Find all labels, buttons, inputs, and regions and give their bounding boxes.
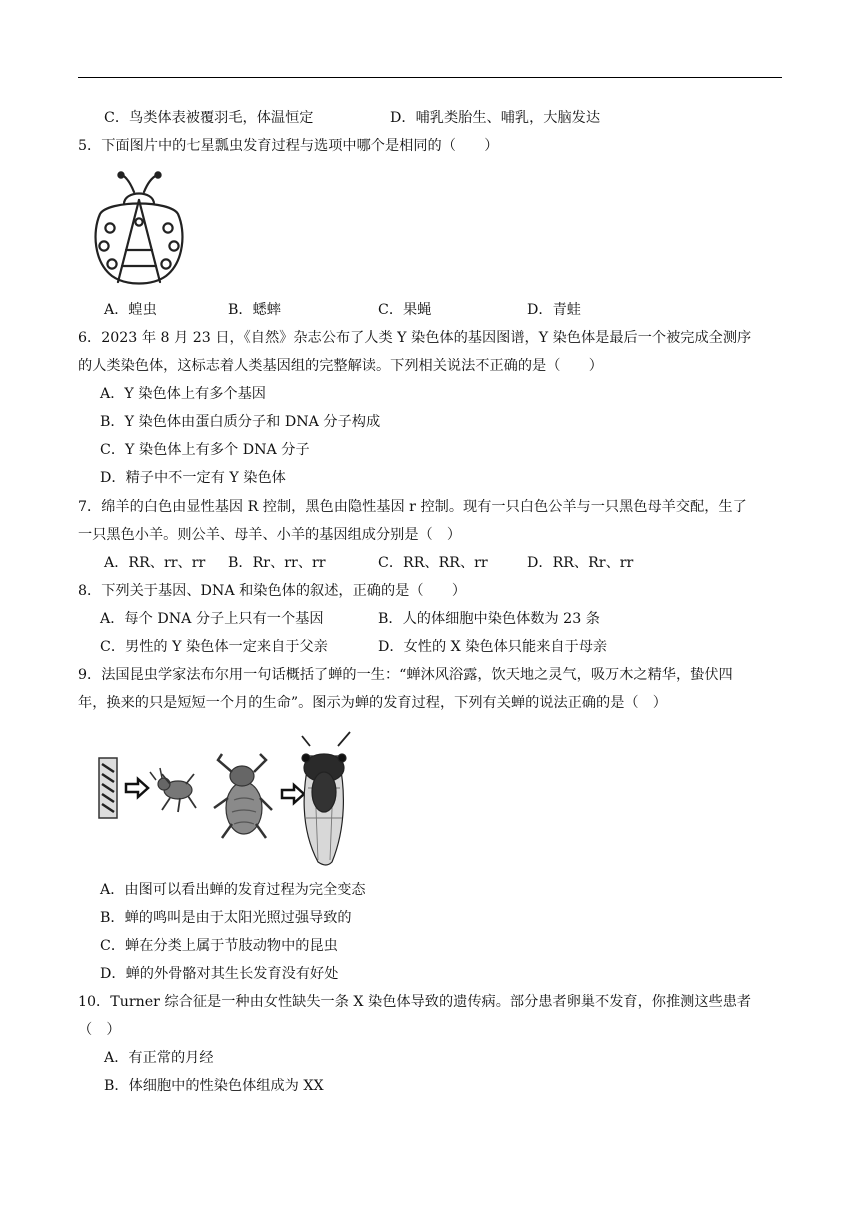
q10-option-a: A．有正常的月经 <box>104 1050 214 1066</box>
cicada-life-cycle-icon <box>96 728 366 868</box>
q9-option-a: A．由图可以看出蝉的发育过程为完全变态 <box>100 882 366 898</box>
egg-stage <box>99 758 117 818</box>
q7-stem-line2: 一只黑色小羊。则公羊、母羊、小羊的基因组成分别是（ ） <box>78 527 462 543</box>
q6-stem-line2: 的人类染色体，这标志着人类基因组的完整解读。下列相关说法不正确的是（ ） <box>78 358 603 374</box>
q10-stem-line2: （ ） <box>78 1022 121 1038</box>
q7-option-a: A．RR、rr、rr <box>104 555 206 571</box>
q5-stem: 5．下面图片中的七星瓢虫发育过程与选项中哪个是相同的（ ） <box>78 138 499 154</box>
q6-option-d: D．精子中不一定有 Y 染色体 <box>100 470 286 486</box>
q5-option-c: C．果蝇 <box>378 302 432 318</box>
q6-option-b: B．Y 染色体由蛋白质分子和 DNA 分子构成 <box>100 414 381 430</box>
q8-option-a: A．每个 DNA 分子上只有一个基因 <box>100 611 324 627</box>
q8-option-d: D．女性的 X 染色体只能来自于母亲 <box>378 639 608 655</box>
q9-stem-line1: 9．法国昆虫学家法布尔用一句话概括了蝉的一生：“蝉沐风浴露，饮天地之灵气，吸万木之精华，蛰伏四 <box>78 667 733 683</box>
q10-stem-line1: 10．Turner 综合征是一种由女性缺失一条 X 染色体导致的遗传病。部分患者卵巢不发育，你推测这些患者 <box>78 994 752 1010</box>
q5-option-a: A．蝗虫 <box>104 302 157 318</box>
q7-option-c: C．RR、RR、rr <box>378 555 488 571</box>
header-rule <box>78 77 782 78</box>
q9-option-c: C．蝉在分类上属于节肢动物中的昆虫 <box>100 938 338 954</box>
q6-stem-line1: 6．2023 年 8 月 23 日，《自然》杂志公布了人类 Y 染色体的基因图谱，Y 染色体是最后一个被完成全测序 <box>78 330 752 346</box>
q4-option-d: D．哺乳类胎生、哺乳，大脑发达 <box>390 110 601 126</box>
q8-stem: 8．下列关于基因、DNA 和染色体的叙述，正确的是（ ） <box>78 583 467 599</box>
q9-stem-line2: 年，换来的只是短短一个月的生命”。图示为蝉的发育过程，下列有关蝉的说法正确的是（ ） <box>78 695 667 711</box>
q4-option-c: C．鸟类体表被覆羽毛，体温恒定 <box>104 110 314 126</box>
q7-option-b: B．Rr、rr、rr <box>228 555 326 571</box>
q6-option-c: C．Y 染色体上有多个 DNA 分子 <box>100 442 310 458</box>
ladybug-drawing-icon <box>88 170 190 288</box>
q8-option-c: C．男性的 Y 染色体一定来自于父亲 <box>100 639 328 655</box>
q5-option-d: D．青蛙 <box>527 302 581 318</box>
q7-option-d: D．RR、Rr、rr <box>527 555 634 571</box>
q6-option-a: A．Y 染色体上有多个基因 <box>100 386 266 402</box>
q7-stem-line1: 7．绵羊的白色由显性基因 R 控制，黑色由隐性基因 r 控制。现有一只白色公羊与一只黑色母羊交配，生了 <box>78 499 747 515</box>
q5-option-b: B．蟋蟀 <box>228 302 281 318</box>
q10-option-b: B．体细胞中的性染色体组成为 XX <box>104 1078 324 1094</box>
q8-option-b: B．人的体细胞中染色体数为 23 条 <box>378 611 600 627</box>
q9-option-b: B．蝉的鸣叫是由于太阳光照过强导致的 <box>100 910 352 926</box>
q9-option-d: D．蝉的外骨骼对其生长发育没有好处 <box>100 966 339 982</box>
